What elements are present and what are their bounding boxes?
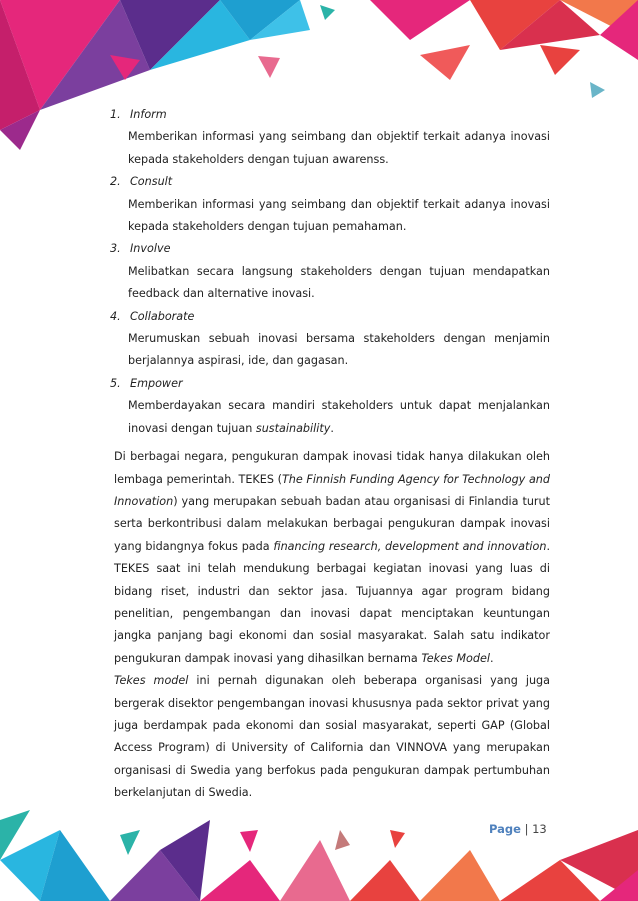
item-body: Melibatkan secara langsung stakeholders dengan tujuan mendapatkan feedback dan alternative inovasi.: [128, 264, 550, 301]
item-title: Empower: [130, 376, 183, 390]
page-footer: [489, 822, 547, 836]
item-number: 3.: [110, 242, 121, 256]
paragraph-italic: financing research, development and innovation: [273, 539, 547, 553]
item-title: Collaborate: [130, 309, 195, 323]
list-item: [110, 306, 550, 373]
paragraph-tekes: [114, 446, 550, 670]
page-content: [110, 104, 550, 805]
list-item: [110, 238, 550, 305]
list-item: [110, 171, 550, 238]
item-body: Merumuskan sebuah inovasi bersama stakeholders dengan menjamin berjalannya aspirasi, ide, dan gagasan.: [128, 332, 550, 368]
item-body: Memberikan informasi yang seimbang dan objektif terkait adanya inovasi kepada stakeholders dengan tujuan pemahaman.: [128, 197, 550, 234]
item-title: Consult: [130, 175, 173, 189]
list-item: [110, 373, 550, 440]
paragraph-text: .: [489, 651, 494, 665]
item-title: Involve: [130, 242, 171, 256]
item-number: 4.: [110, 309, 121, 323]
paragraph-italic: The Finnish Funding Agency for Technology and Innovation: [114, 472, 550, 508]
item-body-end: .: [330, 421, 334, 435]
page-number: 13: [532, 822, 547, 836]
paragraph-italic: Tekes Model: [421, 651, 490, 665]
page-separator: |: [520, 822, 533, 836]
item-number: 1.: [110, 108, 121, 121]
item-body: [128, 395, 550, 440]
paragraph-tekes-model: [114, 670, 550, 804]
item-number: 2.: [110, 175, 121, 189]
item-body-italic: sustainability: [255, 421, 331, 435]
paragraph-text: ) yang merupakan sebuah badan atau organisasi di Finlandia turut serta berkontribusi dalam melakukan berbagai pengukuran dampak inovasi yang bidangnya fokus pada: [114, 494, 550, 553]
paragraph-italic: Tekes model: [114, 674, 189, 688]
item-body-text: Memberdayakan secara mandiri stakeholders untuk dapat menjalankan inovasi dengan tujuan: [128, 399, 550, 435]
item-body: Memberikan informasi yang seimbang dan objektif terkait adanya inovasi kepada stakeholders dengan tujuan awarenss.: [128, 130, 550, 166]
list-item: [110, 104, 550, 171]
item-number: 5.: [110, 376, 121, 390]
participation-levels-list: [110, 104, 550, 440]
item-title: Inform: [130, 108, 167, 121]
page-label: Page: [489, 822, 521, 836]
paragraph-text: ini pernah digunakan oleh beberapa organisasi yang juga bergerak disektor pengembangan inovasi khususnya pada sektor privat yang juga berdampak pada ekonomi dan sosial masyarakat, seperti GAP (Global Access Program) di University of California dan VINNOVA yang merupakan organisasi di Swedia yang berfokus pada pengukuran dampak pertumbuhan berkelanjutan di Swedia.: [114, 674, 550, 800]
paragraph-text: Di berbagai negara, pengukuran dampak inovasi tidak hanya dilakukan oleh lembaga pemerintah. TEKES (: [114, 450, 550, 486]
paragraph-text: . TEKES saat ini telah mendukung berbagai kegiatan inovasi yang luas di bidang riset, industri dan sektor jasa. Tujuannya agar program bidang penelitian, pengembangan dan inovasi dapat menciptakan keuntungan jangka panjang bagi ekonomi dan sosial masyarakat. Salah satu indikator pengukuran dampak inovasi yang dihasilkan bernama: [114, 539, 550, 665]
